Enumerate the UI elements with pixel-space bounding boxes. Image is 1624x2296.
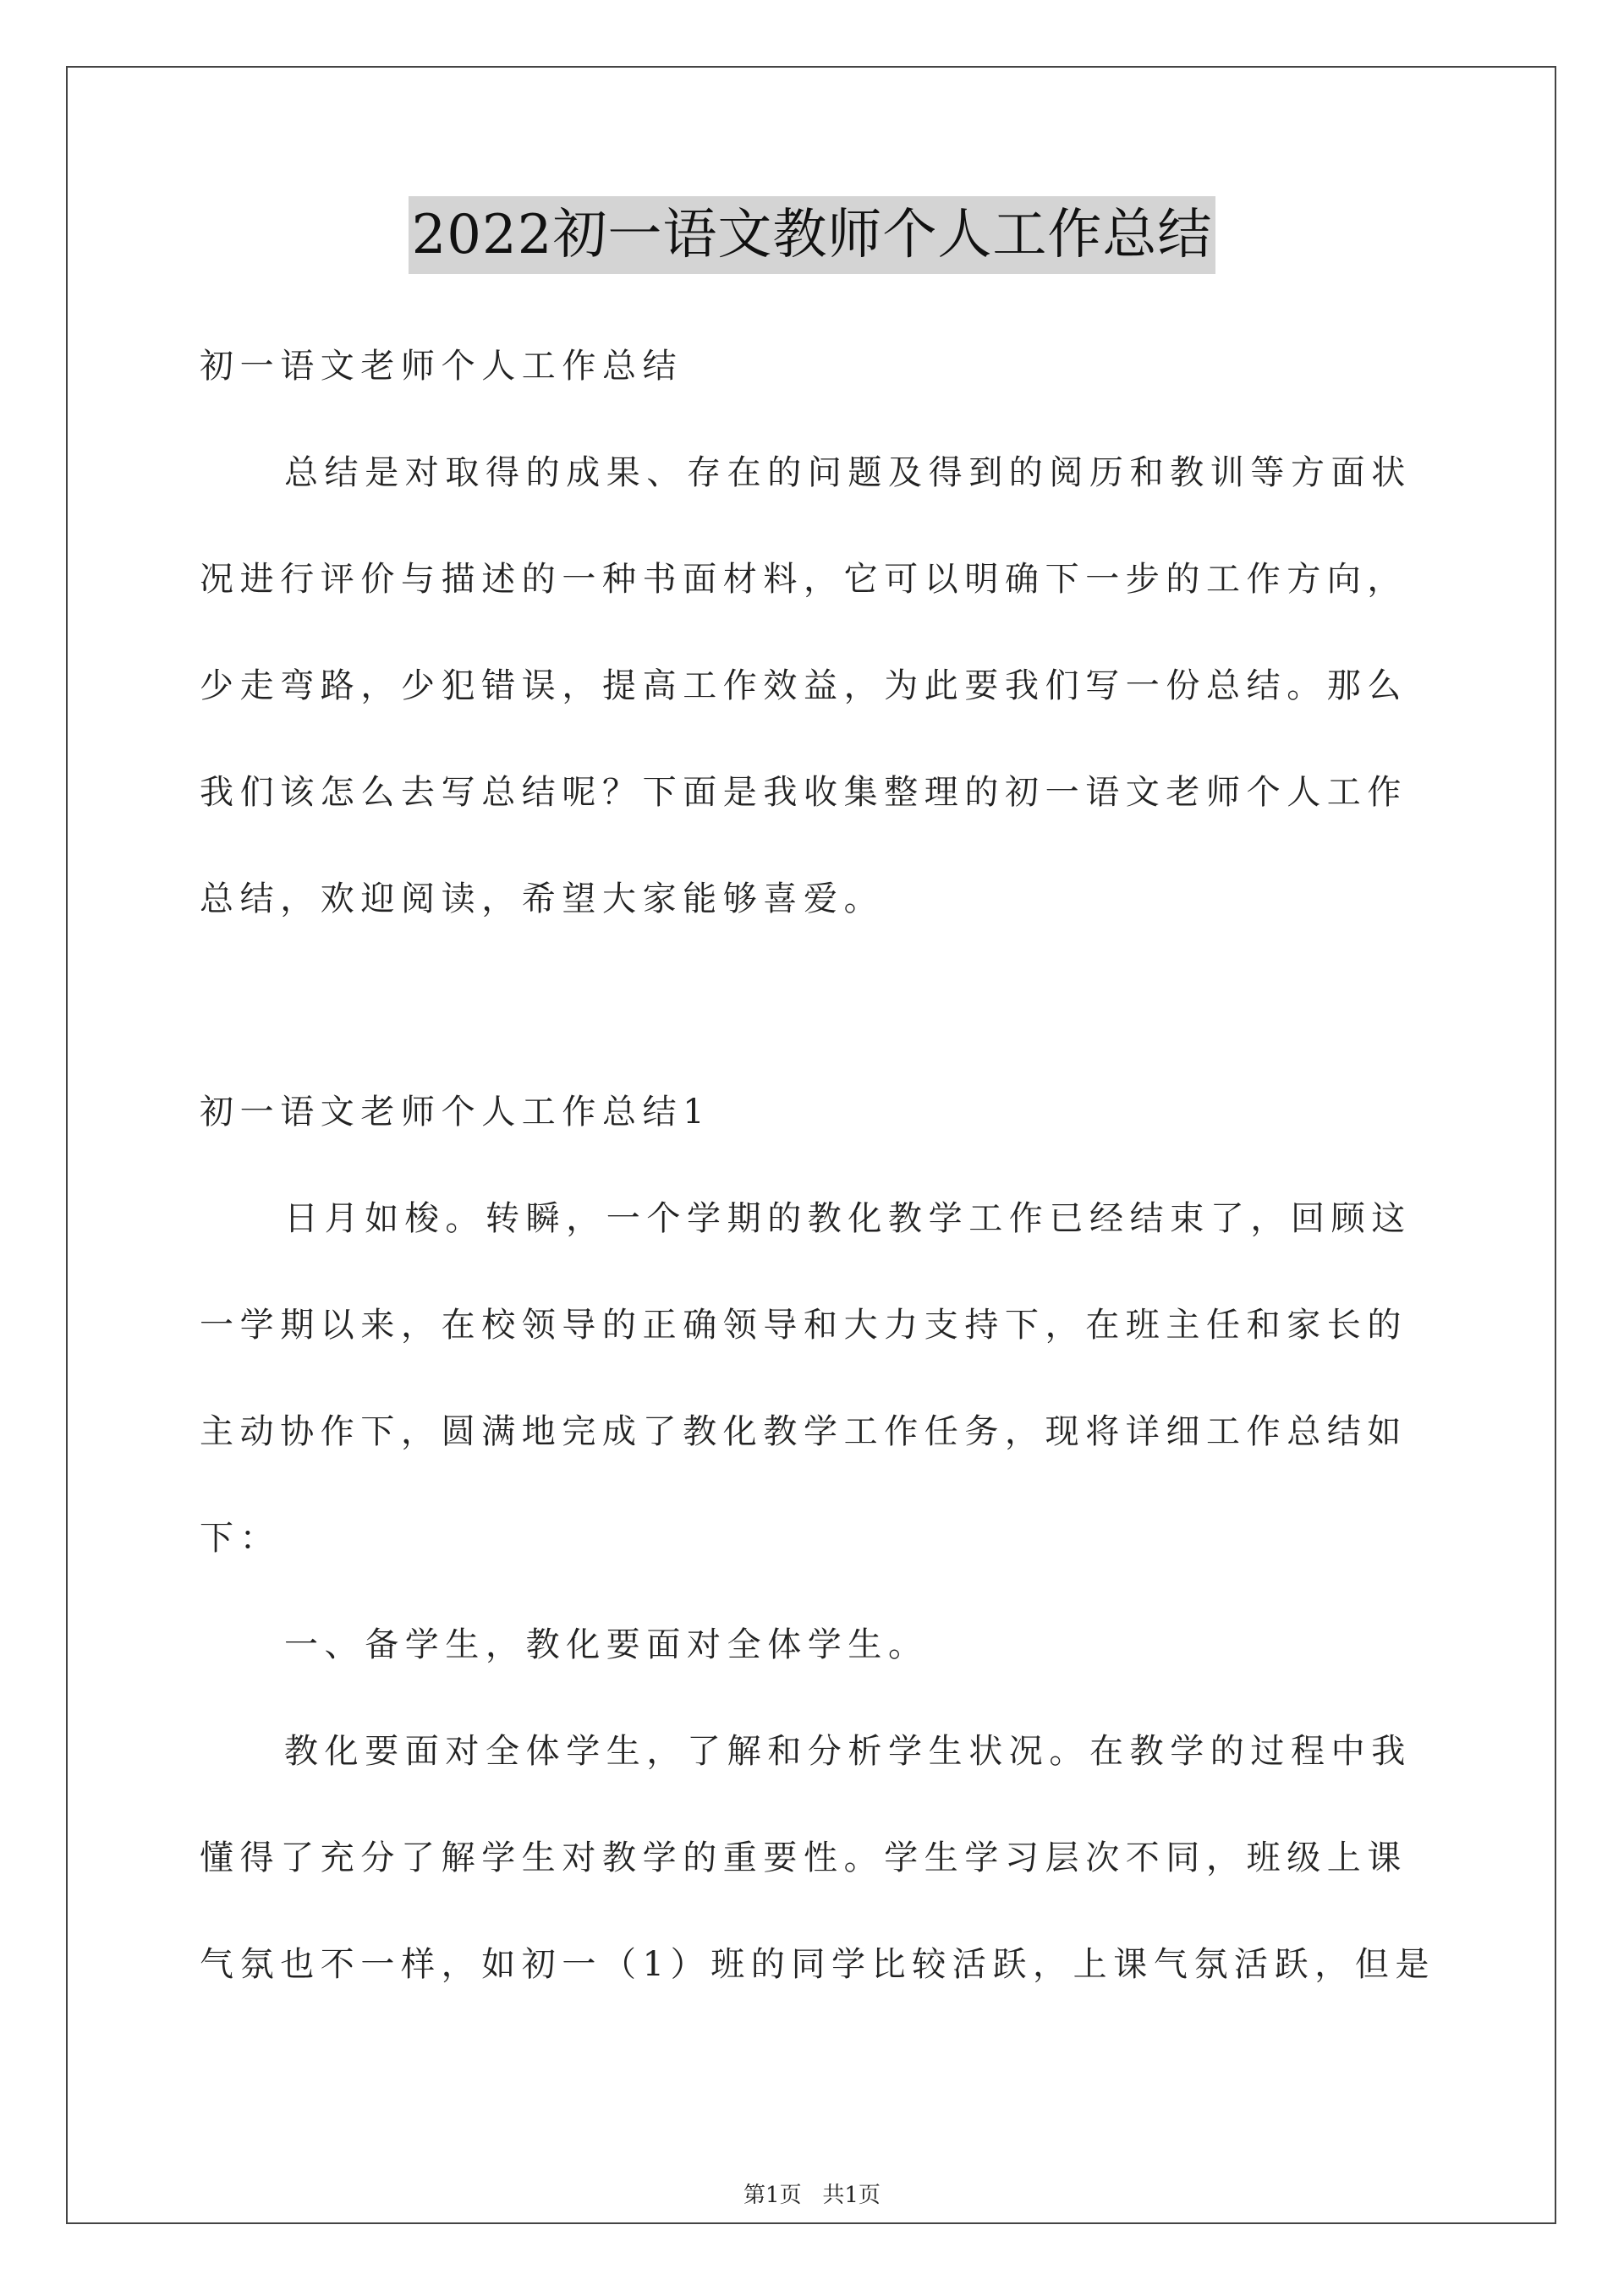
page-current: 第1页 (743, 2183, 802, 2208)
intro-line-1: 总结是对取得的成果、存在的问题及得到的阅历和教训等方面状 (284, 453, 1412, 492)
point-heading: 一、备学生，教化要面对全体学生。 (284, 1625, 929, 1664)
document-body (200, 313, 1436, 2018)
intro-line-3: 少走弯路，少犯错误，提高工作效益，为此要我们写一份总结。那么 (200, 666, 1407, 705)
intro-line-2: 况进行评价与描述的一种书面材料，它可以明确下一步的工作方向， (200, 560, 1407, 599)
page-footer (0, 2178, 1624, 2209)
subtitle: 初一语文老师个人工作总结 (200, 347, 683, 386)
point-line-1: 教化要面对全体学生，了解和分析学生状况。在教学的过程中我 (284, 1732, 1412, 1771)
point-line-3: 气氛也不一样，如初一（1）班的同学比较活跃，上课气氛活跃，但是 (200, 1945, 1436, 1984)
section-line-1: 日月如梭。转瞬，一个学期的教化教学工作已经结束了，回顾这 (284, 1199, 1412, 1238)
point-line-2: 懂得了充分了解学生对教学的重要性。学生学习层次不同，班级上课 (200, 1838, 1407, 1877)
paragraph-gap (200, 952, 1426, 1059)
document-title: 2022初一语文教师个人工作总结 (409, 196, 1216, 274)
intro-line-4: 我们该怎么去写总结呢？下面是我收集整理的初一语文老师个人工作 (200, 773, 1407, 812)
intro-line-5: 总结，欢迎阅读，希望大家能够喜爱。 (200, 879, 885, 918)
page-total: 共1页 (822, 2183, 881, 2208)
section-line-3: 主动协作下，圆满地完成了教化教学工作任务，现将详细工作总结如 (200, 1412, 1407, 1451)
section-line-2: 一学期以来，在校领导的正确领导和大力支持下，在班主任和家长的 (200, 1306, 1407, 1345)
title-container (0, 196, 1624, 274)
section-heading: 初一语文老师个人工作总结1 (200, 1093, 711, 1132)
section-line-4: 下： (200, 1519, 281, 1558)
